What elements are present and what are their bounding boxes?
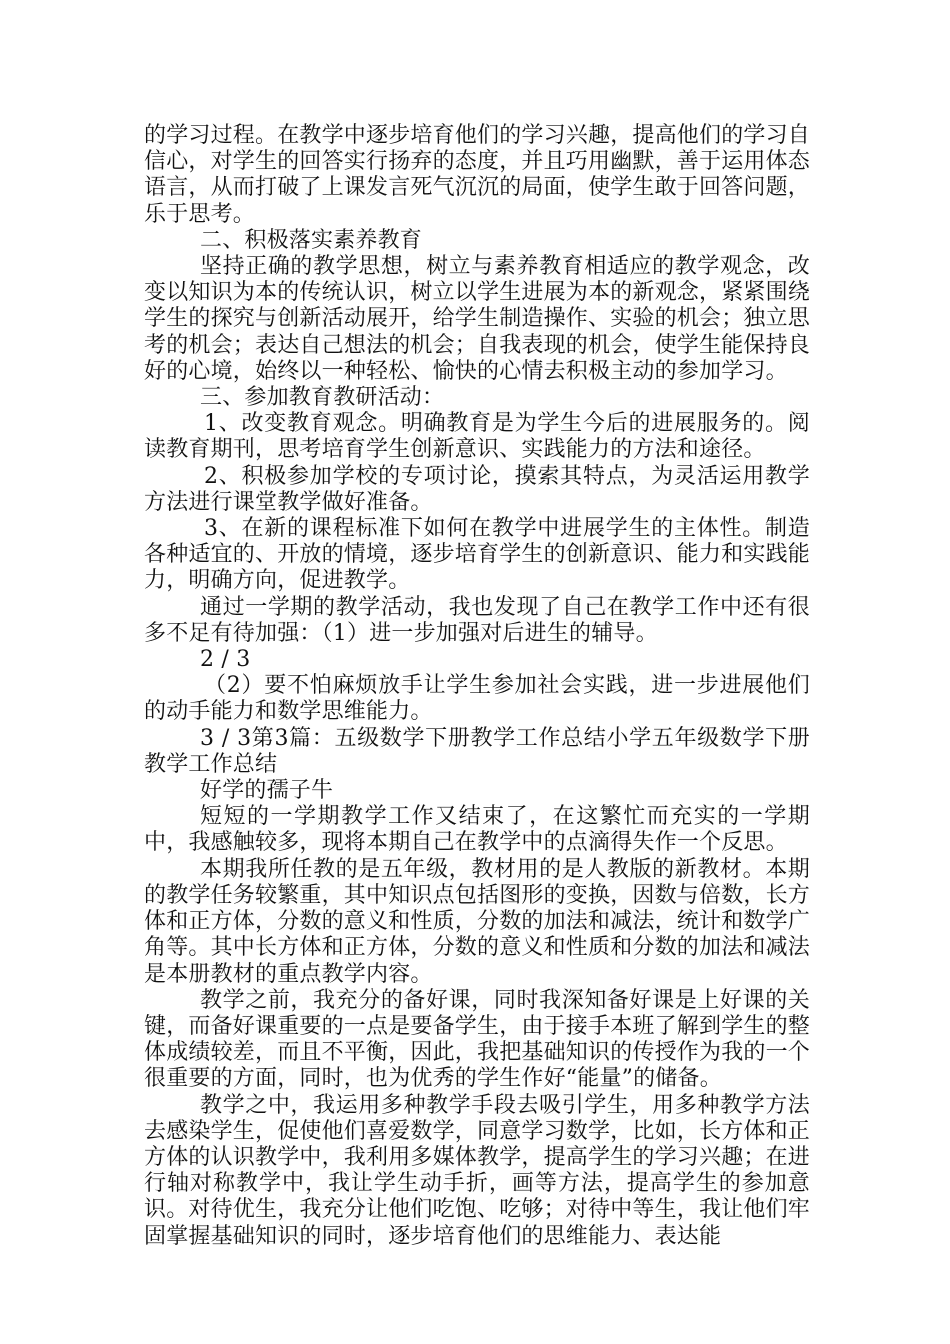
paragraph-learning-process: 的学习过程。在教学中逐步培育他们的学习兴趣，提高他们的学习自信心，对学生的回答实行扬弃的态度，并且巧用幽默，善于运用体态语言，从而打破了上课发言死气沉沉的局面，使学生敢于回答问题，乐于思考。 — [144, 123, 811, 227]
document-body — [144, 123, 810, 1250]
list-item-2: 2、积极参加学校的专项讨论，摸索其特点，为灵活运用教学方法进行课堂教学做好准备。 — [144, 463, 810, 515]
paragraph-shortcomings: 通过一学期的教学活动，我也发现了自己在教学工作中还有很多不足有待加强：（1）进一步加强对后进生的辅导。 — [144, 594, 810, 646]
section-title-3: 3 / 3第3篇：五级数学下册教学工作总结小学五年级数学下册教学工作总结 — [144, 725, 810, 777]
paragraph-social-practice: （2）要不怕麻烦放手让学生参加社会实践，进一步进展他们的动手能力和数学思维能力。 — [144, 673, 810, 725]
list-item-1: 1、改变教育观念。明确教育是为学生今后的进展服务的。阅读教育期刊，思考培育学生创新意识、实践能力的方法和途径。 — [144, 411, 810, 463]
paragraph-curriculum: 本期我所任教的是五年级，教材用的是人教版的新教材。本期的教学任务较繁重，其中知识点包括图形的变换，因数与倍数，长方体和正方体，分数的意义和性质，分数的加法和减法，统计和数学广角等。其中长方体和正方体，分数的意义和性质和分数的加法和减法是本册教材的重点教学内容。 — [144, 856, 811, 987]
paragraph-intro-summary: 短短的一学期教学工作又结束了，在这繁忙而充实的一学期中，我感触较多，现将本期自己在教学中的点滴得失作一个反思。 — [144, 804, 810, 856]
paragraph-lesson-prep: 教学之前，我充分的备好课，同时我深知备好课是上好课的关键，而备好课重要的一点是要备学生，由于接手本班了解到学生的整体成绩较差，而且不平衡，因此，我把基础知识的传授作为我的一个很重要的方面，同时，也为优秀的学生作好“能量”的储备。 — [144, 987, 811, 1092]
list-item-3: 3、在新的课程标准下如何在教学中进展学生的主体性。制造各种适宜的、开放的情境，逐步培育学生的创新意识、能力和实践能力，明确方向，促进教学。 — [144, 516, 811, 594]
paragraph-teaching-philosophy: 坚持正确的教学思想，树立与素养教育相适应的教学观念，改变以知识为本的传统认识，树立以学生进展为本的新观念，紧紧围绕学生的探究与创新活动展开，给学生制造操作、实验的机会；独立思考的机会；表达自己想法的机会；自我表现的机会，使学生能保持良好的心境，始终以一种轻松、愉快的心情去积极主动的参加学习。 — [144, 254, 811, 384]
page-marker-2-of-3: 2 / 3 — [200, 647, 251, 673]
heading-teaching-research: 三、参加教育教研活动： — [200, 385, 445, 411]
paragraph-teaching-methods: 教学之中，我运用多种教学手段去吸引学生，用多种教学方法去感染学生，促使他们喜爱数学，同意学习数学，比如，长方体和正方体的认识教学中，我利用多媒体教学，提高学生的学习兴趣；在进行轴对称教学中，我让学生动手折，画等方法，提高学生的参加意识。对待优生，我充分让他们吃饱、吃够；对待中等生，我让他们牢固掌握基础知识的同时，逐步培育他们的思维能力、表达能 — [144, 1092, 811, 1249]
heading-quality-education: 二、积极落实素养教育 — [200, 227, 423, 253]
author-line: 好学的孺子牛 — [200, 778, 334, 804]
